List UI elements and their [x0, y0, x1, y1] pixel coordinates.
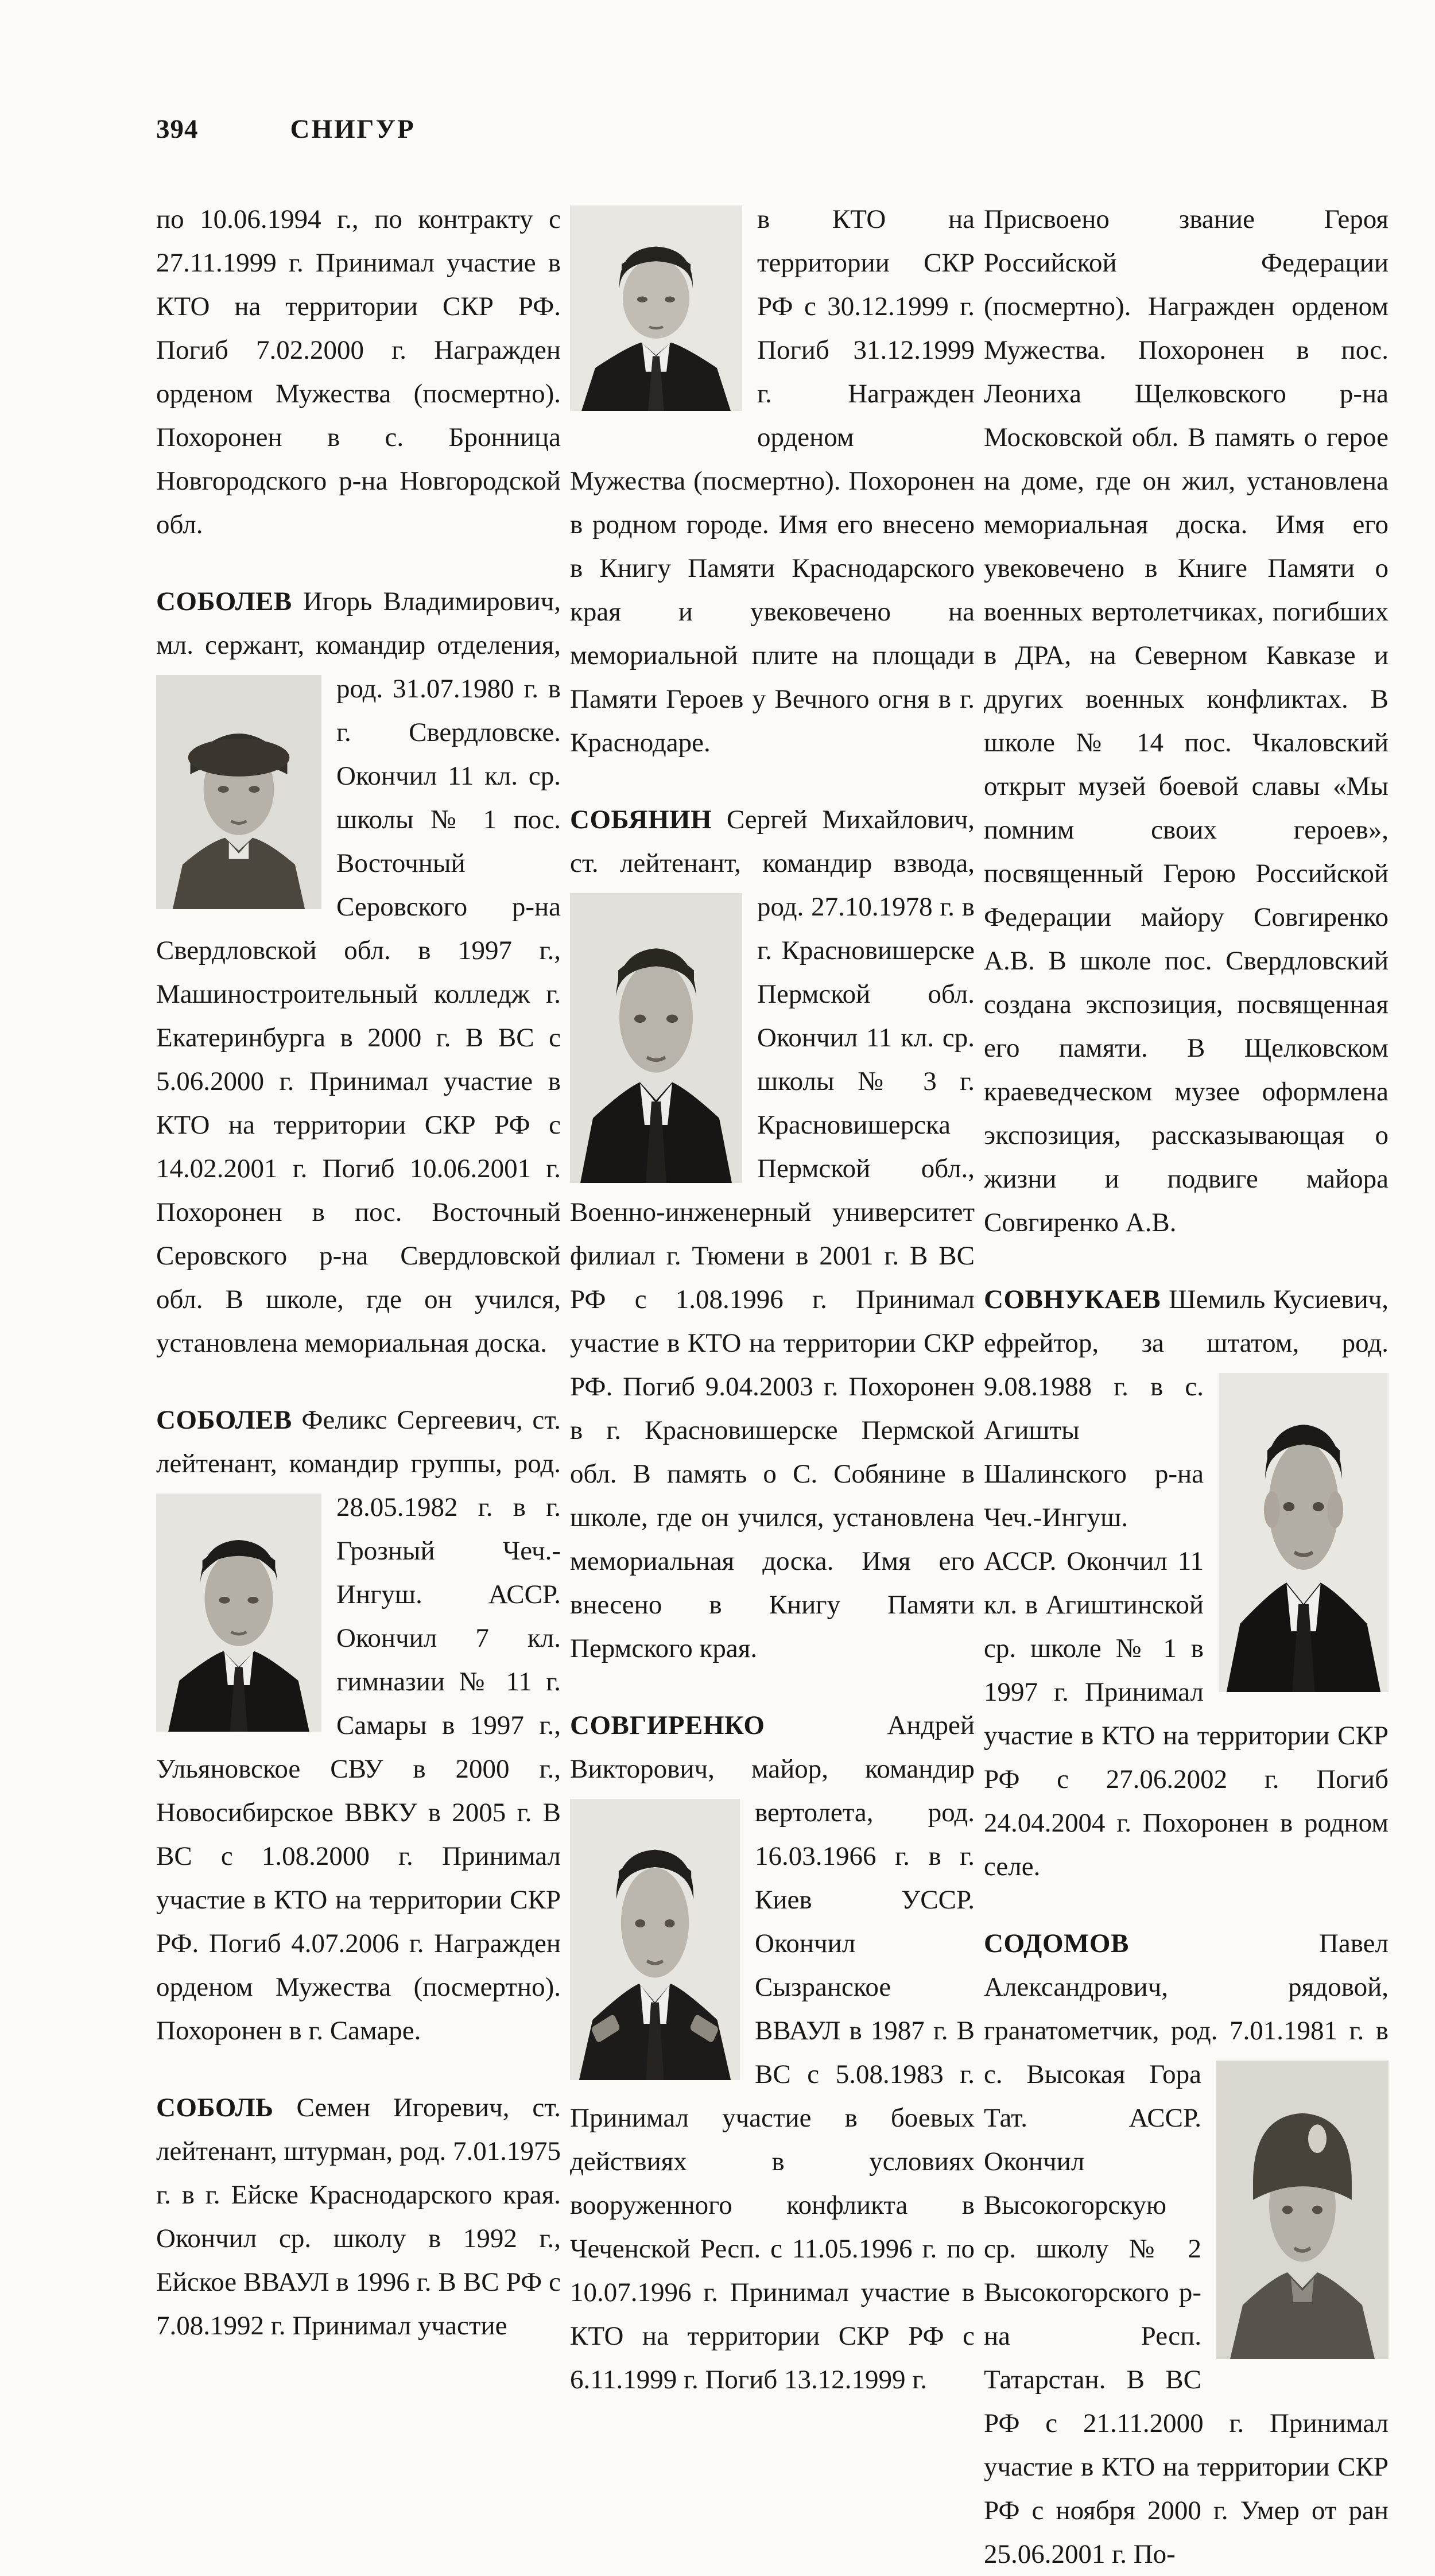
officer-uniform-portrait-icon	[570, 1799, 740, 2080]
column-2	[570, 197, 975, 2402]
columns-container	[156, 197, 1388, 2576]
entry-body	[156, 2086, 561, 2348]
soldier-winter-hat-portrait-icon	[1216, 2061, 1389, 2359]
portrait-photo-sobyanin	[570, 893, 742, 1183]
entry-head-text: Сергей Михайлович, ст. лейтенант, командир взвода,	[570, 805, 975, 878]
entry-sovnukaev	[984, 1278, 1389, 1888]
portrait-photo-sodomov	[1216, 2061, 1389, 2359]
entry-text-beside-photo: род. 16.03.1966 г. в г. Киев УССР. Окончил Сызранское ВВАУЛ в 1987 г. В ВС с 5.08.1983 г. Принимал участие в боевых действиях в условиях	[570, 1798, 975, 2177]
entry-text-beside-photo: род. 31.07.1980 г. в г. Свердловске. Окончил 11 кл. ср. школы № 1 пос. Восточный Серовского р-на Свердловской обл. в 1997 г., Машиностроительный	[156, 674, 561, 1009]
entry-surname: СОДОМОВ	[984, 1929, 1129, 1958]
entry-surname: СОБОЛЕВ	[156, 1405, 292, 1435]
continuation-text-below-photo: Имя его внесено в Книгу Памяти Краснодарского края и увековечено на мемориальной плите на площади Памяти Героев у Вечного огня в г. Краснодаре.	[570, 510, 975, 758]
entry-surname: СОВГИРЕНКО	[570, 1710, 765, 1740]
entry-text-below-photo: В ВС с 1.08.2000 г. Принимал участие в КТО на территории СКР РФ. Погиб 4.07.2006 г. Награжден орденом Мужества (посмертно). Похоронен в г. Самаре.	[156, 1798, 561, 2046]
entry-text-beside-photo: род. 28.05.1982 г. в г. Грозный Чеч.-Ингуш. АССР. Окончил 7 кл. гимназии № 11 г. Самары в 1997 г., Ульяновское СВУ в 2000 г., Новосибирское ВВКУ в 2005 г.	[156, 1449, 561, 1828]
entry-sobol	[156, 2086, 561, 2348]
portrait-photo-sovgirenko	[570, 1799, 740, 2080]
entry-text-below-photo: территории СКР РФ с 27.06.2002 г. Погиб 24.04.2004 г. Похоронен в родном селе.	[984, 1721, 1389, 1881]
entry-text-below-photo: колледж г. Екатеринбурга в 2000 г. В ВС с 5.06.2000 г. Принимал участие в КТО на территории СКР РФ с 14.02.2001 г. Погиб 10.06.2001 г. Похоронен в пос. Восточный Серовского р-на Свердловской обл. В школе, где он учился, установлена мемориальная доска.	[156, 979, 561, 1358]
entry-surname: СОБОЛЬ	[156, 2093, 274, 2123]
entry-head-text: Игорь Владимирович, мл. сержант, командир отделения,	[156, 587, 561, 660]
entry-sovgirenko	[570, 1704, 975, 2402]
portrait-photo-sobolev-felix	[156, 1493, 321, 1732]
entry-body	[984, 1922, 1389, 2576]
entry-head-text: Феликс Сергеевич, ст. лейтенант, командир группы,	[156, 1405, 561, 1479]
entry-head-text: Андрей Викторович, майор, командир вертолета,	[570, 1710, 975, 1828]
entry-sodomov	[984, 1922, 1389, 2576]
soldier-cap-portrait-icon	[156, 675, 321, 909]
entry-body	[156, 580, 561, 1365]
entry-surname: СОБОЛЕВ	[156, 587, 292, 616]
column-3	[984, 197, 1389, 2576]
running-head-title: СНИГУР	[290, 114, 416, 144]
continuation-with-photo	[570, 197, 975, 765]
entry-body	[570, 798, 975, 1670]
suit-tie-portrait-icon	[1219, 1373, 1389, 1692]
entry-head-text: Семен Игоревич, ст. лейтенант, штурман, род. 7.01.1975 г. в г. Ейске Краснодарского края. Окончил ср. школу в 1992 г., Ейское ВВАУЛ в 1996 г. В ВС РФ с 7.08.1992 г. Принимал участие	[156, 2093, 561, 2341]
portrait-photo-sovnukaev	[1219, 1373, 1389, 1692]
entry-text-below-photo: филиал г. Тюмени в 2001 г. В ВС РФ с 1.08.1996 г. Принимал участие в КТО на территории СКР РФ. Погиб 9.04.2003 г. Похоронен в г. Красновишерске Пермской обл. В память о С. Собянине в школе, где он учился, установлена мемориальная доска. Имя его внесено в Книгу Памяти Пермского края.	[570, 1241, 975, 1663]
entry-text-below-photo: вооруженного конфликта в Чеченской Респ. с 11.05.1996 г. по 10.07.1996 г. Принимал участие в КТО на территории СКР РФ с 6.11.1999 г. Погиб 13.12.1999 г.	[570, 2190, 975, 2395]
entry-body	[984, 1278, 1389, 1888]
entry-text-beside-photo: 7.01.1981 г. в с. Высокая Гора Тат. АССР. Окончил Высокогорскую ср. школу № 2 Высокогорского р-на Респ. Татарстан. В ВС РФ с 21.11.2000 г. Принимал участие в	[984, 2016, 1389, 2482]
entry-text-below-photo: КТО на территории СКР РФ с ноября 2000 г. Умер от ран 25.06.2001 г. По-	[984, 2452, 1389, 2569]
suit-tie-portrait-icon	[156, 1493, 321, 1732]
entry-text-beside-photo: род. 27.10.1978 г. в г. Красновишерске Пермской обл. Окончил 11 кл. ср. школы № 3 г. Красновишерска Пермской обл., Военно-инженерный университет	[570, 892, 975, 1227]
continuation-paragraph: по 10.06.1994 г., по контракту с 27.11.1999 г. Принимал участие в КТО на территории СКР РФ. Погиб 7.02.2000 г. Награжден орденом Мужества (посмертно). Похоронен в с. Бронница Новгородского р-на Новгородской обл.	[156, 204, 561, 540]
page-number: 394	[156, 114, 199, 144]
entry-head-text: Павел Александрович, рядовой, гранатометчик, род.	[984, 1929, 1389, 2046]
continuation-paragraph: Присвоено звание Героя Российской Федерации (посмертно). Награжден орденом Мужества. Похоронен в пос. Леониха Щелковского р-на Московской обл. В память о герое на доме, где он жил, установлена мемориальная доска. Имя его увековечено в Книге Памяти о военных вертолетчиках, погибших в ДРА, на Северном Кавказе и других военных конфликтах. В школе № 14 пос. Чкаловский открыт музей боевой славы «Мы помним своих героев», посвященный Герою Российской Федерации майору Совгиренко А.В. В школе пос. Свердловский создана экспозиция, посвященная его памяти. В Щелковском краеведческом музее оформлена экспозиция, рассказывающая о жизни и подвиге майора Совгиренко А.В.	[984, 204, 1389, 1237]
entry-body	[570, 1704, 975, 2402]
entry-surname: СОБЯНИН	[570, 805, 712, 835]
entry-sobolev-igor	[156, 580, 561, 1365]
entry-text-beside-photo: с. Агишты Шалинского р-на Чеч.-Ингуш. АССР. Окончил 11 кл. в Агиштинской ср. школе № 1 в 1997 г. Принимал участие в КТО на	[984, 1372, 1204, 1751]
suit-tie-portrait-icon	[570, 893, 742, 1183]
continuation-text-beside-photo: в КТО на территории СКР РФ с 30.12.1999 г. Погиб 31.12.1999 г. Награжден орденом Мужества (посмертно). Похоронен в родном городе.	[570, 204, 975, 540]
column-1	[156, 197, 561, 2348]
portrait-photo-sobolev-igor	[156, 675, 321, 909]
entry-head-text: Шемиль Кусиевич, ефрейтор, за штатом, род. 9.08.1988 г. в	[984, 1285, 1389, 1402]
entry-sobyanin	[570, 798, 975, 1670]
entry-surname: СОВНУКАЕВ	[984, 1285, 1161, 1314]
suit-tie-portrait-icon	[570, 205, 742, 411]
page-header	[156, 114, 1388, 145]
entry-body	[156, 1398, 561, 2053]
entry-sobolev-felix	[156, 1398, 561, 2053]
portrait-photo-unnamed-officer	[570, 205, 742, 411]
